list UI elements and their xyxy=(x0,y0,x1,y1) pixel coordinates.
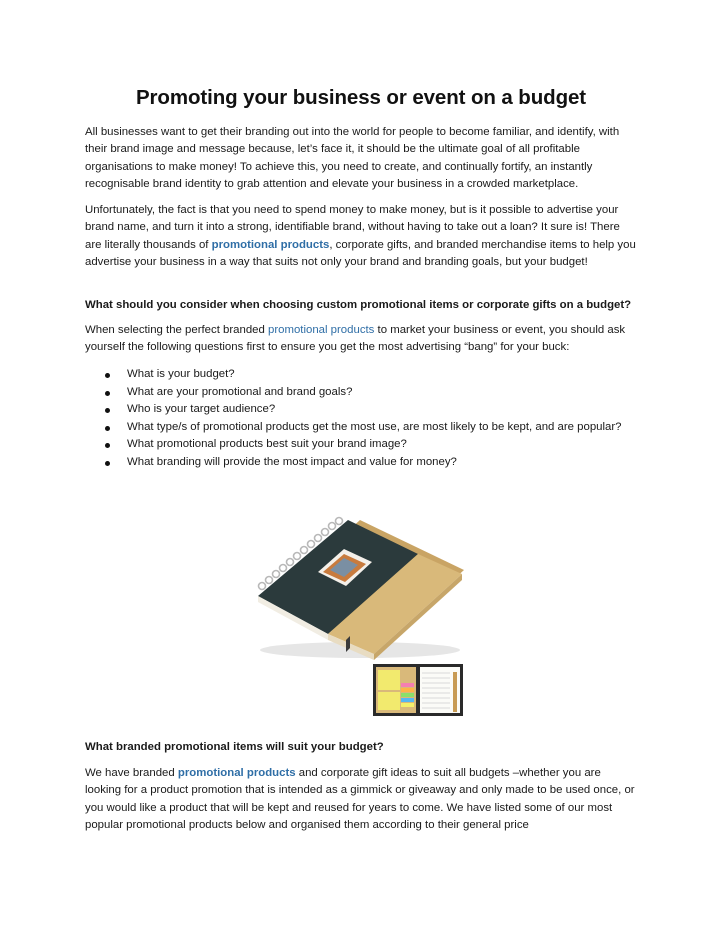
list-item: What are your promotional and brand goals? xyxy=(85,384,637,402)
selection-paragraph xyxy=(85,322,637,357)
page-title: Promoting your business or event on a budget xyxy=(135,86,587,109)
bullet-icon xyxy=(105,461,110,466)
bullet-icon xyxy=(105,408,110,413)
bullet-icon xyxy=(105,373,110,378)
paragraph-text: When selecting the perfect branded promotional products to market your business or event, you should ask yourself the following questions first to ensure you get the most advertising “bang” for your buck: xyxy=(85,324,626,354)
section-heading-budget: What branded promotional items will suit your budget? xyxy=(85,741,384,753)
questions-list xyxy=(85,366,637,472)
promotional-products-link[interactable]: promotional products xyxy=(177,767,296,779)
list-item: Who is your target audience? xyxy=(85,401,637,419)
section-heading-consider: What should you consider when choosing custom promotional items or corporate gifts on a budget? xyxy=(85,299,632,311)
intro-paragraph xyxy=(85,124,637,194)
bullet-icon xyxy=(105,426,110,431)
paragraph-text: All businesses want to get their branding out into the world for people to become familiar, and identify, with their brand image and message because, let’s face it, it should be the ultimate goal of all profitable organisations to make money! To achieve this, you need to create, and continually fortify, an instantly recognisable brand identity to grab attention and elevate your business in a crowded marketplace. xyxy=(85,126,620,191)
products-paragraph xyxy=(85,765,637,835)
sticky-note-icon xyxy=(378,670,400,690)
list-item: What promotional products best suit your brand image? xyxy=(85,436,637,454)
list-item: What is your budget? xyxy=(85,366,637,384)
notebook-product-image xyxy=(250,512,472,722)
list-item: What branding will provide the most impact and value for money? xyxy=(85,454,637,472)
paragraph-text: Unfortunately, the fact is that you need to spend money to make money, but is it possible to advertise your brand name, and turn it into a strong, identifiable brand, without having to take out a loan? It sure is! There are literally thousands of promotional products, corporate gifts, and branded merchandise items to help you advertise your business in a way that suits not only your brand and branding goals, but your budget! xyxy=(85,204,636,269)
bullet-icon xyxy=(105,443,110,448)
paragraph-text: We have branded promotional products and corporate gift ideas to suit all budgets –whether you are looking for a product promotion that is intended as a gimmick or giveaway and only made to be used once, or you would like a product that will be kept and reused for years to come. We have listed some of our most popular promotional products below and organised them according to their general price xyxy=(85,767,635,832)
promotional-products-link[interactable]: promotional products xyxy=(268,324,375,336)
promotional-products-link[interactable]: promotional products xyxy=(211,238,330,251)
bullet-icon xyxy=(105,391,110,396)
notebook-illustration xyxy=(250,512,472,722)
budget-paragraph xyxy=(85,202,637,272)
list-item: What type/s of promotional products get the most use, are most likely to be kept, and are popular? xyxy=(85,419,637,437)
